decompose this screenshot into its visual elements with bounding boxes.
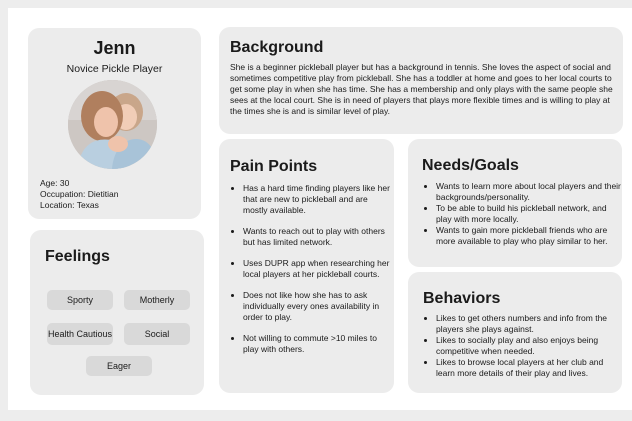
location-text: Location: Texas bbox=[40, 200, 99, 210]
background-card bbox=[219, 27, 623, 134]
behaviors-title: Behaviors bbox=[423, 290, 501, 307]
pain-points-card bbox=[219, 139, 394, 393]
list-item: • Wants to gain more pickleball friends who are more available to play who play similar to her. bbox=[436, 225, 621, 247]
age-text: Age: 30 bbox=[40, 178, 70, 188]
feeling-tag: Social bbox=[124, 323, 190, 345]
behaviors-card bbox=[408, 272, 622, 393]
list-item: • To be able to build his pickleball network, and play with more locally. bbox=[436, 203, 621, 225]
list-item: • Uses DUPR app when researching her local players at her pickleball courts. bbox=[243, 258, 391, 280]
list-item: • Likes to socially play and also enjoys being competitive when needed. bbox=[436, 335, 621, 357]
list-item: • Wants to learn more about local players and their backgrounds/personality. bbox=[436, 181, 621, 203]
feeling-tag: Eager bbox=[86, 356, 152, 376]
background-title: Background bbox=[230, 39, 324, 56]
list-item: • Not willing to commute >10 miles to play with others. bbox=[243, 333, 391, 355]
persona-name: Jenn bbox=[93, 38, 136, 58]
feeling-tag: Motherly bbox=[124, 290, 190, 310]
feelings-card bbox=[30, 230, 204, 395]
avatar-photo bbox=[68, 80, 157, 169]
needs-goals-card bbox=[408, 139, 622, 267]
needs-goals-list bbox=[426, 181, 621, 247]
background-text: She is a beginner pickleball player but has a background in tennis. She loves the aspect of social and sometimes competitive play from pickleball. She has a toddler at home and goes to her local courts to get some play in when she has time. She has a membership and only plays with the same people she sees at the local court. She is in need of players that plays more flexible times and is willing to play at the times she is and is similar level of play. bbox=[230, 62, 613, 116]
feelings-title: Feelings bbox=[45, 248, 110, 265]
occupation-text: Occupation: Dietitian bbox=[40, 189, 119, 199]
list-item: • Likes to get others numbers and info from the players she plays against. bbox=[436, 313, 621, 335]
pain-points-list bbox=[233, 183, 391, 365]
list-item: • Likes to browse local players at her club and learn more details of their play and lives. bbox=[436, 357, 621, 379]
needs-goals-title: Needs/Goals bbox=[422, 157, 519, 174]
feeling-tag: Health Cautious bbox=[47, 323, 113, 345]
persona-facts bbox=[40, 178, 118, 211]
list-item: • Does not like how she has to ask individually every ones availability in order to play. bbox=[243, 290, 391, 323]
list-item: • Has a hard time finding players like her that are new to pickleball and are mostly available. bbox=[243, 183, 391, 216]
profile-card bbox=[28, 28, 201, 219]
avatar bbox=[68, 80, 157, 169]
pain-points-title: Pain Points bbox=[230, 158, 318, 175]
list-item: • Wants to reach out to play with others but has limited network. bbox=[243, 226, 391, 248]
persona-role: Novice Pickle Player bbox=[66, 63, 163, 75]
persona-page bbox=[8, 8, 632, 410]
feeling-tag: Sporty bbox=[47, 290, 113, 310]
behaviors-list bbox=[426, 313, 621, 379]
